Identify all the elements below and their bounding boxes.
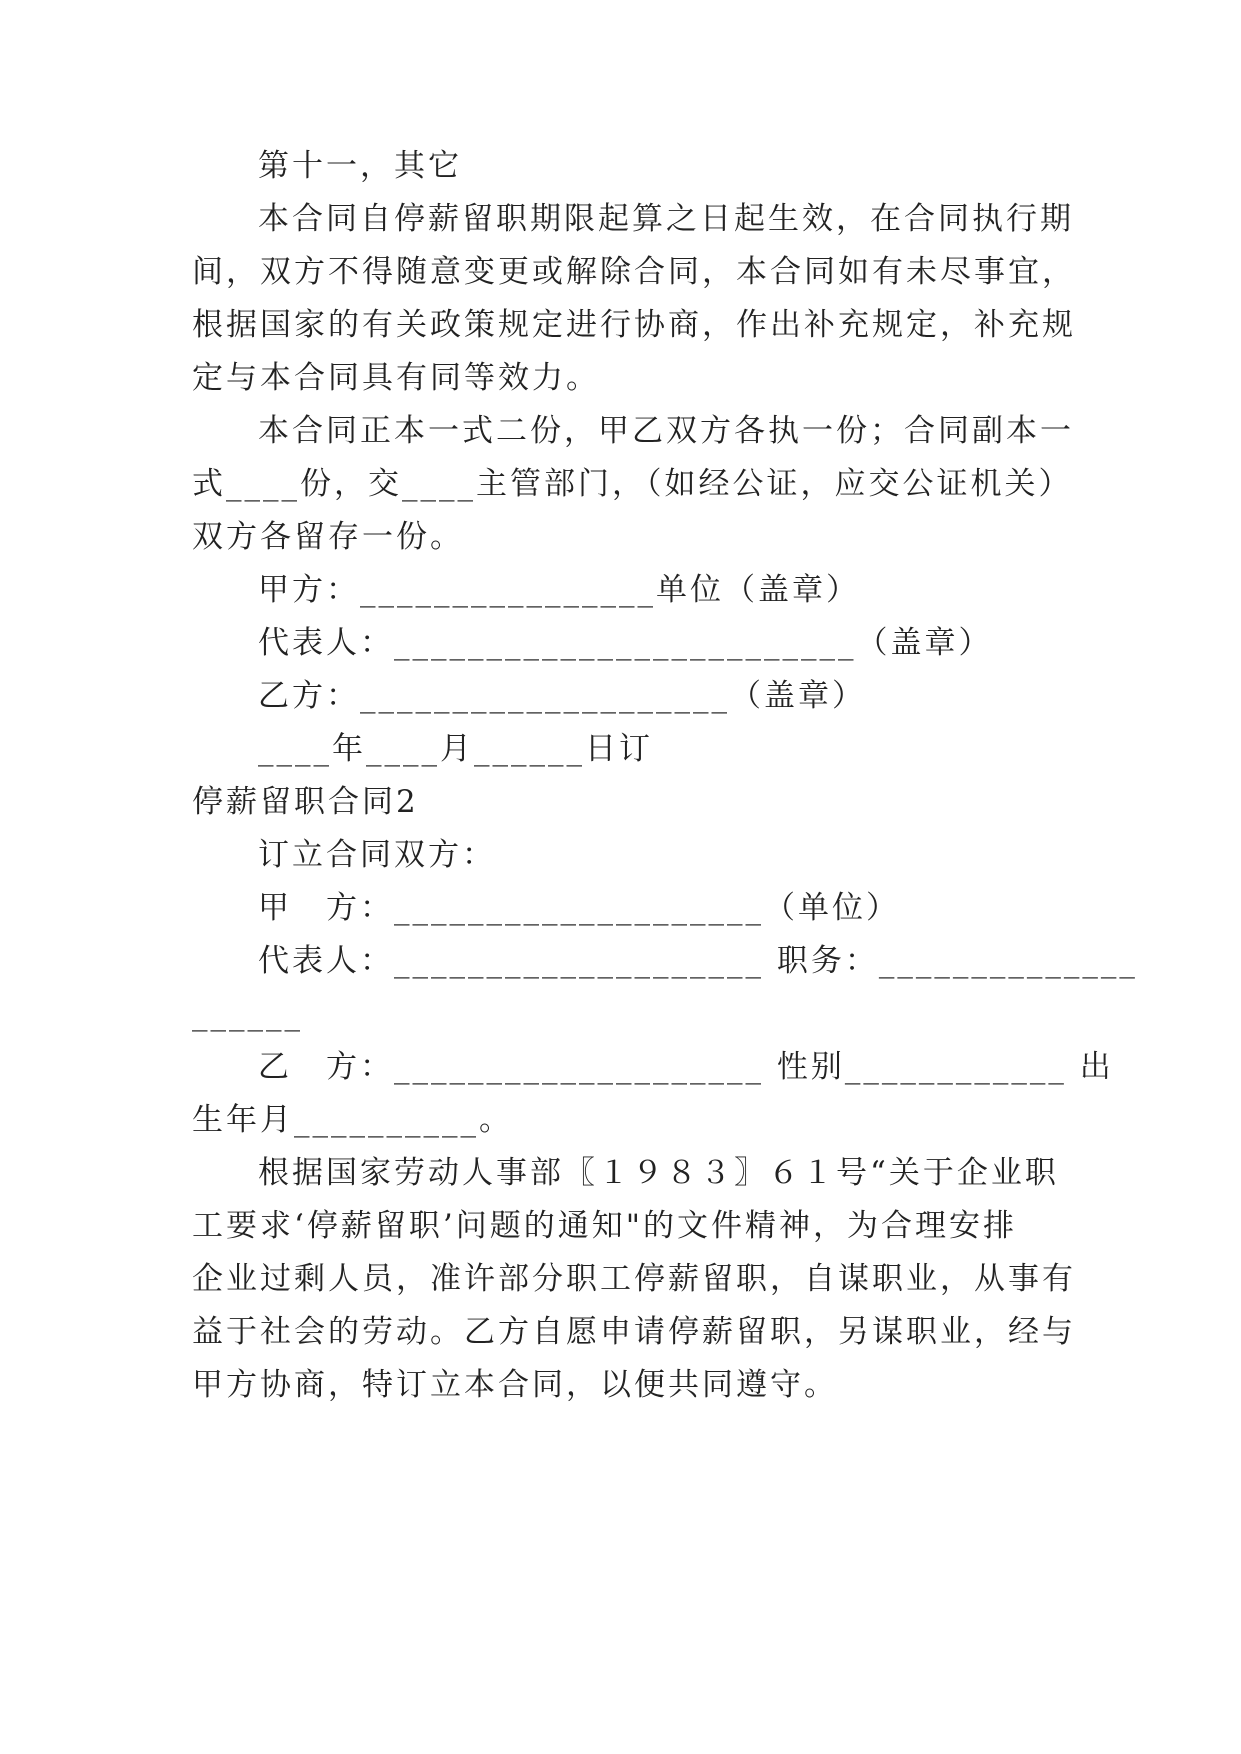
paragraph-line: 订立合同双方：: [258, 837, 496, 873]
paragraph-line: 根据国家的有关政策规定进行协商，作出补充规定，补充规: [192, 307, 1076, 343]
paragraph-line: 本合同正本一式二份，甲乙双方各执一份；合同副本一: [258, 413, 1074, 449]
paragraph-line: 双方各留存一份。: [192, 519, 464, 555]
paragraph-line: 工要求‘停薪留职’问题的通知"的文件精神，为合理安排: [192, 1208, 1017, 1244]
field-line-continuation: ______: [192, 996, 303, 1032]
paragraph-line: 根据国家劳动人事部〖１９８３〗６１号“关于企业职: [258, 1155, 1059, 1191]
section-heading: 第十一，其它: [258, 148, 462, 184]
signature-line-representative: 代表人：_________________________（盖章）: [258, 625, 993, 661]
signature-line-party-a: 甲方：________________单位（盖章）: [258, 572, 860, 608]
paragraph-line: 本合同自停薪留职期限起算之日起生效，在合同执行期: [258, 201, 1074, 237]
field-line-birth: 生年月__________。: [192, 1102, 513, 1138]
paragraph-line: 益于社会的劳动。乙方自愿申请停薪留职，另谋职业，经与: [192, 1314, 1076, 1350]
document-title: 停薪留职合同2: [192, 784, 419, 820]
field-line-party-a: 甲 方：____________________（单位）: [258, 890, 900, 926]
paragraph-line: 定与本合同具有同等效力。: [192, 360, 600, 396]
paragraph-line: 甲方协商，特订立本合同，以便共同遵守。: [192, 1367, 838, 1403]
paragraph-line: 间，双方不得随意变更或解除合同，本合同如有未尽事宜，: [192, 254, 1076, 290]
date-line: ____年____月______日订: [258, 731, 653, 767]
paragraph-line: 式____份，交____主管部门，（如经公证，应交公证机关）: [192, 466, 1073, 502]
field-line-representative: 代表人：____________________ 职务：______________: [258, 943, 1138, 979]
signature-line-party-b: 乙方：____________________（盖章）: [258, 678, 866, 714]
field-line-party-b: 乙 方：____________________ 性别____________ 出: [258, 1049, 1114, 1085]
paragraph-line: 企业过剩人员，准许部分职工停薪留职，自谋职业，从事有: [192, 1261, 1076, 1297]
